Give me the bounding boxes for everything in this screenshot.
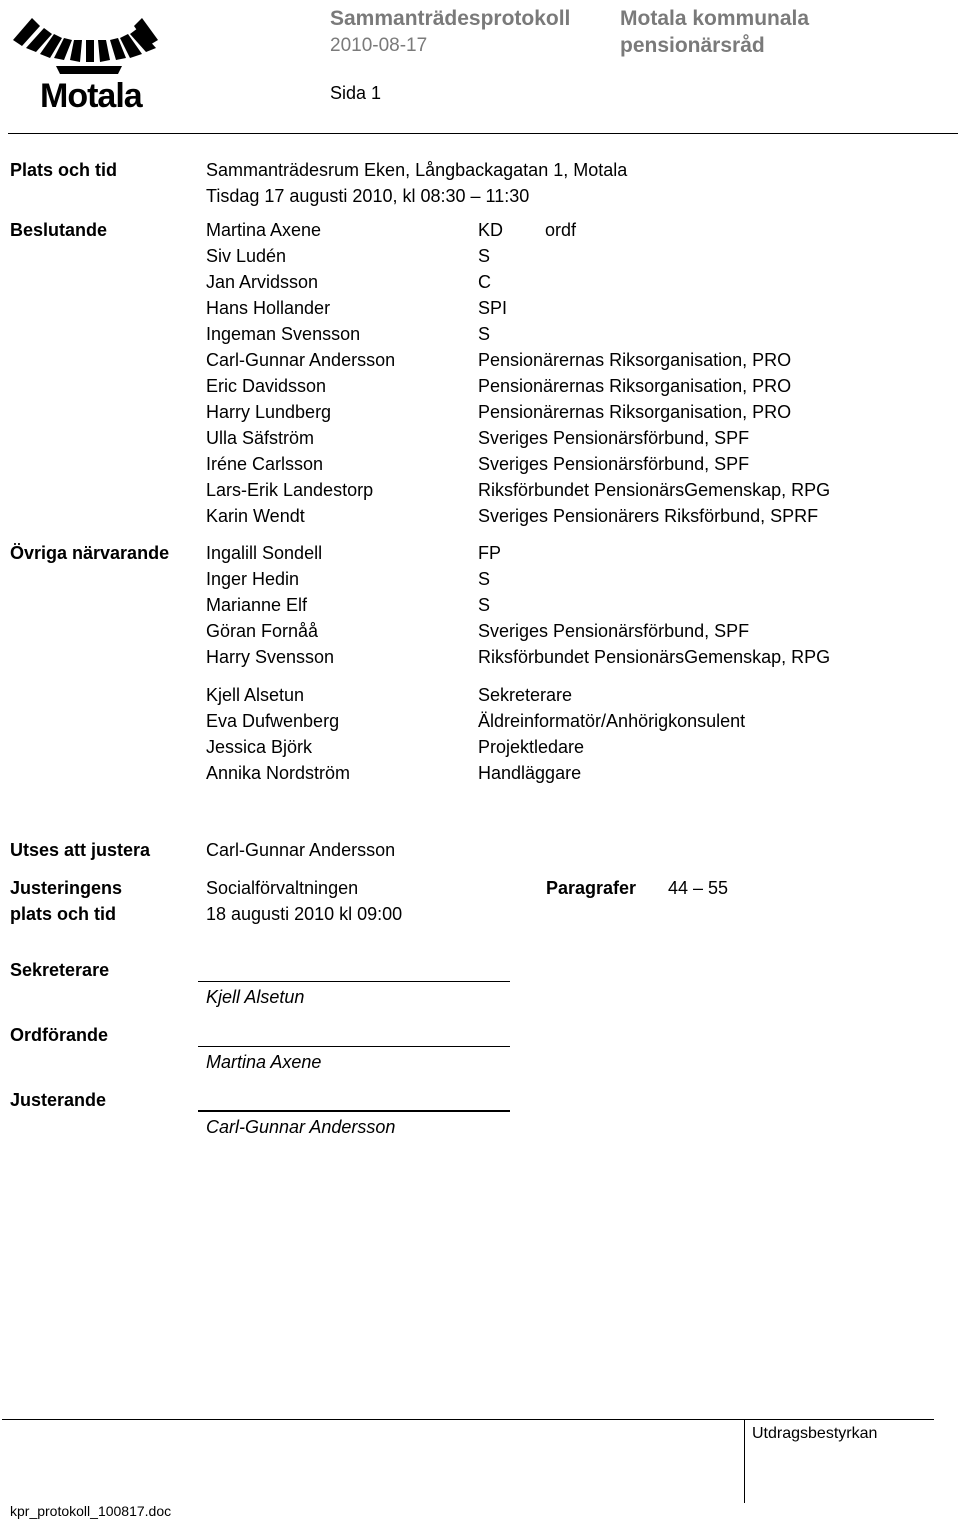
ovriga-member-name: Göran Fornåå <box>206 621 319 641</box>
signature-name-justerande: Carl-Gunnar Andersson <box>206 1117 396 1137</box>
plats-label: Plats och tid <box>10 160 118 180</box>
signature-line-sekreterare <box>198 981 510 982</box>
beslutande-member-name: Jan Arvidsson <box>206 272 319 292</box>
beslutande-member-party: Sveriges Pensionärsförbund, SPF <box>478 454 750 474</box>
ovriga-member-name: Ingalill Sondell <box>206 543 323 563</box>
ovriga-member-party: FP <box>478 543 502 563</box>
beslutande-member-name: Iréne Carlsson <box>206 454 324 474</box>
beslutande-member-name: Ingeman Svensson <box>206 324 361 344</box>
signature-label-sekreterare: Sekreterare <box>10 960 110 980</box>
beslutande-member-name: Eric Davidsson <box>206 376 327 396</box>
beslutande-member-party: Riksförbundet PensionärsGemenskap, RPG <box>478 480 831 500</box>
ovriga-member-name: Marianne Elf <box>206 595 308 615</box>
beslutande-member-party: Sveriges Pensionärers Riksförbund, SPRF <box>478 506 819 526</box>
beslutande-member-party: SPI <box>478 298 508 318</box>
header-divider <box>8 133 958 134</box>
justering-label-line1: Justeringens <box>10 878 123 898</box>
plats-line1: Sammanträdesrum Eken, Långbackagatan 1, Motala <box>206 160 628 180</box>
ovriga-member-name: Harry Svensson <box>206 647 335 667</box>
beslutande-member-party: KD <box>478 220 504 240</box>
justering-place: Socialförvaltningen <box>206 878 359 898</box>
page-number: Sida 1 <box>330 83 382 103</box>
beslutande-member-role: ordf <box>545 220 577 240</box>
signature-name-sekreterare: Kjell Alsetun <box>206 987 305 1007</box>
beslutande-member-name: Hans Hollander <box>206 298 331 318</box>
beslutande-member-name: Martina Axene <box>206 220 322 240</box>
beslutande-member-party: C <box>478 272 491 292</box>
signature-name-ordforande: Martina Axene <box>206 1052 322 1072</box>
motala-logo <box>10 12 160 115</box>
crown-icon <box>10 12 160 82</box>
org-name-line2: pensionärsråd <box>620 34 765 57</box>
paragrafer-value: 44 – 55 <box>668 878 729 898</box>
doc-title: Sammanträdesprotokoll <box>330 7 571 30</box>
beslutande-member-name: Harry Lundberg <box>206 402 332 422</box>
beslutande-member-party: Sveriges Pensionärsförbund, SPF <box>478 428 750 448</box>
staff-member-name: Eva Dufwenberg <box>206 711 340 731</box>
beslutande-member-name: Ulla Säfström <box>206 428 315 448</box>
doc-date: 2010-08-17 <box>330 35 428 56</box>
beslutande-member-name: Siv Ludén <box>206 246 287 266</box>
signature-label-ordforande: Ordförande <box>10 1025 109 1045</box>
paragrafer-label: Paragrafer <box>546 878 637 898</box>
justera-value: Carl-Gunnar Andersson <box>206 840 396 860</box>
ovriga-member-party: Sveriges Pensionärsförbund, SPF <box>478 621 750 641</box>
beslutande-label: Beslutande <box>10 220 108 240</box>
org-name-line1: Motala kommunala <box>620 7 810 30</box>
footer-vertical-divider <box>744 1419 745 1503</box>
logo-wordmark: Motala <box>40 77 142 115</box>
staff-member-role: Projektledare <box>478 737 585 757</box>
footer-filename: kpr_protokoll_100817.doc <box>10 1503 172 1519</box>
ovriga-member-name: Inger Hedin <box>206 569 300 589</box>
justering-label-line2: plats och tid <box>10 904 117 924</box>
beslutande-member-name: Lars-Erik Landestorp <box>206 480 374 500</box>
staff-member-name: Jessica Björk <box>206 737 313 757</box>
staff-member-role: Äldreinformatör/Anhörigkonsulent <box>478 711 746 731</box>
staff-member-role: Sekreterare <box>478 685 573 705</box>
beslutande-member-party: Pensionärernas Riksorganisation, PRO <box>478 402 792 422</box>
utdragsbestyrkan-label: Utdragsbestyrkan <box>752 1425 878 1442</box>
ovriga-member-party: S <box>478 569 491 589</box>
ovriga-label: Övriga närvarande <box>10 543 170 563</box>
footer-divider <box>2 1419 934 1420</box>
signature-line-ordforande <box>198 1046 510 1047</box>
justering-time: 18 augusti 2010 kl 09:00 <box>206 904 403 924</box>
beslutande-member-party: Pensionärernas Riksorganisation, PRO <box>478 350 792 370</box>
beslutande-member-name: Karin Wendt <box>206 506 305 526</box>
beslutande-member-name: Carl-Gunnar Andersson <box>206 350 396 370</box>
staff-member-name: Annika Nordström <box>206 763 351 783</box>
staff-member-role: Handläggare <box>478 763 582 783</box>
justera-label: Utses att justera <box>10 840 151 860</box>
staff-member-name: Kjell Alsetun <box>206 685 305 705</box>
ovriga-member-party: S <box>478 595 491 615</box>
signature-line-justerande <box>198 1110 510 1112</box>
beslutande-member-party: Pensionärernas Riksorganisation, PRO <box>478 376 792 396</box>
ovriga-member-party: Riksförbundet PensionärsGemenskap, RPG <box>478 647 831 667</box>
beslutande-member-party: S <box>478 324 491 344</box>
signature-label-justerande: Justerande <box>10 1090 107 1110</box>
beslutande-member-party: S <box>478 246 491 266</box>
plats-line2: Tisdag 17 augusti 2010, kl 08:30 – 11:30 <box>206 186 530 206</box>
